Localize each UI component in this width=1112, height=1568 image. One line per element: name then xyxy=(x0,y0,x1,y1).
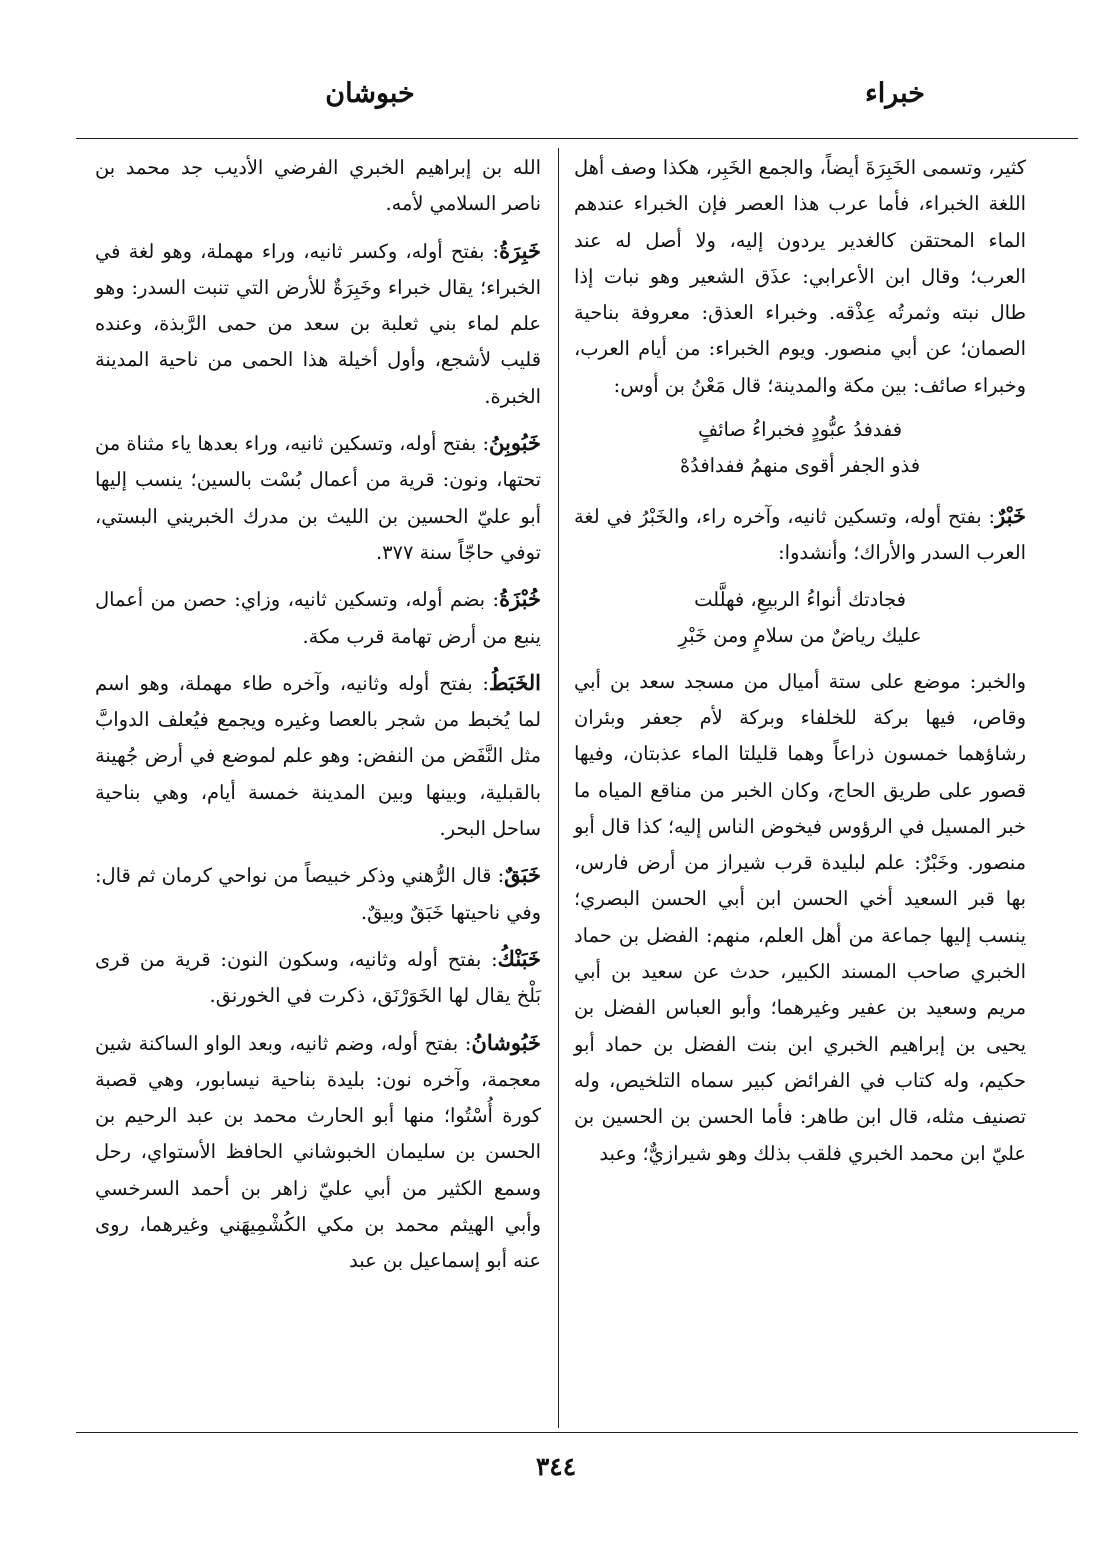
entry-headword: خُبْزَةُ xyxy=(499,586,541,612)
running-head-left: خبوشان xyxy=(325,78,415,109)
left-column xyxy=(95,150,541,1280)
dictionary-entry xyxy=(574,498,1026,572)
dictionary-entry xyxy=(95,233,541,415)
entry-text: والخبر: موضع على ستة أميال من مسجد سعد بن أبي وقاص، فيها بركة للخلفاء وبركة لأم جعفر وبئران رشاؤهما خمسون ذراعاً وهما قليلتا الماء عذبتان، وفيها قصور على طريق الحاج، وكان الخبر من مناقع المياه ما خبر المسيل في الرؤوس فيخوض الناس إليه؛ كذا قال أبو منصور. وخَبْرٌ: علم لبليدة قرب شيراز من أرض فارس، بها قبر السعيد أخي الحسن ابن أبي الحسن البصري؛ ينسب إليها جماعة من أهل العلم، منهم: الفضل بن حماد الخبري صاحب المسند الكبير، حدث عن سعيد بن أبي مريم وسعيد بن عفير وغيرهما؛ وأبو العباس الفضل بن يحيى بن إبراهيم الخبري ابن بنت الفضل بن حماد أبو حكيم، وله كتاب في الفرائض كبير سماه التلخيص، وله تصنيف مثله، قال ابن طاهر: فأما الحسن بن الحسين بن عليّ ابن محمد الخبري فلقب بذلك وهو شيرازيٌّ؛ وعبد xyxy=(574,669,1026,1165)
poem-line: فجادتك أنواءُ الربيعِ، فهلَّلت xyxy=(694,587,906,611)
entry-headword: الخَبَطُ xyxy=(488,669,541,695)
entry-headword: خَبُوبِنُ xyxy=(489,430,541,456)
dictionary-entry xyxy=(95,665,541,847)
poem-line: عليك رياضٌ من سلامٍ ومن خَبْرِ xyxy=(678,623,922,647)
poem-verse-block xyxy=(574,412,1026,484)
poem-line: فذو الجفر أقوى منهمُ ففدافدُهْ xyxy=(680,454,920,478)
entry-continuation-text: كثير، وتسمى الخَبِرَةَ أيضاً، والجمع الخَبِر، هكذا وصف أهل اللغة الخبراء، فأما عرب هذا العصر فإن الخبراء عندهم الماء المحتقن كالغدير يردون إليه، ولا أصل له عند العرب؛ وقال ابن الأعرابي: عذَق الشعير وهو نبات إذا طال نبته وثمرتُه عِذْقه. وخبراء العذق: معروفة بناحية الصمان؛ عن أبي منصور. ويوم الخبراء: من أيام العرب، وخبراء صائف: بين مكة والمدينة؛ قال مَعْنُ بن أوس: xyxy=(574,156,1026,397)
entry-text: : بضم أوله، وتسكين ثانيه، وزاي: حصن من أعمال ينبع من أرض تهامة قرب مكة. xyxy=(95,588,541,648)
entry-headword: خَبُوشانُ xyxy=(471,1029,541,1055)
page-number: ٣٤٤ xyxy=(535,1452,577,1481)
running-head-right: خبراء xyxy=(865,78,925,109)
entry-headword: خَبْرٌ xyxy=(995,503,1026,529)
entry-headword: خَبِرَةُ xyxy=(499,237,541,263)
dictionary-entry xyxy=(95,941,541,1015)
dictionary-entry xyxy=(95,581,541,655)
poem-line: ففدفدُ عبُّودٍ فخبراءُ صائفٍ xyxy=(698,418,902,442)
dictionary-entry xyxy=(95,425,541,571)
footer-rule xyxy=(76,1432,1078,1433)
entry-headword: خَبَقٌ xyxy=(504,862,541,888)
entry-headword: خَبَنْكُ xyxy=(497,945,541,971)
column-divider xyxy=(558,148,559,1428)
entry-text: : بفتح أوله، وضم ثانيه، وبعد الواو الساكنة شين معجمة، وآخره نون: بليدة بناحية نيسابور، وهي قصبة كورة أُسْتُوا؛ منها أبو الحارث محمد بن عبد الرحيم بن الحسن بن سليمان الخبوشاني الحافظ الأستواي، رحل وسمع الكثير من أبي عليّ زاهر بن أحمد السرخسي وأبي الهيثم محمد بن مكي الكُشْمِيهَني وغيرهما، روى عنه أبو إسماعيل بن عبد xyxy=(95,1031,541,1273)
entry-text: : قال الرُّهني وذكر خبيصاً من نواحي كرمان ثم قال: وفي ناحيتها خَبَقٌ وبيقٌ. xyxy=(95,864,541,924)
dictionary-entry xyxy=(95,1025,541,1280)
entry-text: : بفتح أوله، وتسكين ثانيه، وراء بعدها ياء مثناة من تحتها، ونون: قرية من أعمال بُسْت بالسين؛ ينسب إليها أبو عليّ الحسين بن الليث بن مدرك الخبريني البستي، توفي حاجّاً سنة ٣٧٧. xyxy=(95,432,541,564)
right-column xyxy=(574,150,1026,1172)
entry-text: : بفتح أوله، وتسكين ثانيه، وآخره راء، والخَبْرُ في لغة العرب السدر والأراك؛ وأنشدوا: xyxy=(574,505,1026,565)
dictionary-entry xyxy=(95,857,541,931)
entry-continuation-text: الله بن إبراهيم الخبري الفرضي الأديب جد محمد بن ناصر السلامي لأمه. xyxy=(95,156,541,216)
entry-text: : بفتح أوله وثانيه، وآخره طاء مهملة، وهو اسم لما يُخبط من شجر بالعصا وغيره ويجمع فيُعلف الدوابَّ مثل النَّفَض من النفض: وهو علم لموضع في أرض جُهينة بالقبلية، وبينها وبين المدينة خمسة أيام، وهي بناحية ساحل البحر. xyxy=(95,671,541,841)
poem-verse-block xyxy=(574,582,1026,654)
entry-text: : بفتح أوله، وكسر ثانيه، وراء مهملة، وهو لغة في الخبراء؛ يقال خبراء وخَبِرَةٌ للأرض التي تنبت السدر: وهو علم لماء بني ثعلبة بن سعد من حمى الرَّبذة، وعنده قليب لأشجع، وأول أخيلة هذا الحمى من ناحية المدينة الخبرة. xyxy=(95,239,541,408)
header-rule xyxy=(76,138,1078,139)
entry-text: : بفتح أوله وثانيه، وسكون النون: قرية من قرى بَلْخ يقال لها الخَوَرْنَق، ذكرت في الخورنق. xyxy=(95,947,541,1008)
